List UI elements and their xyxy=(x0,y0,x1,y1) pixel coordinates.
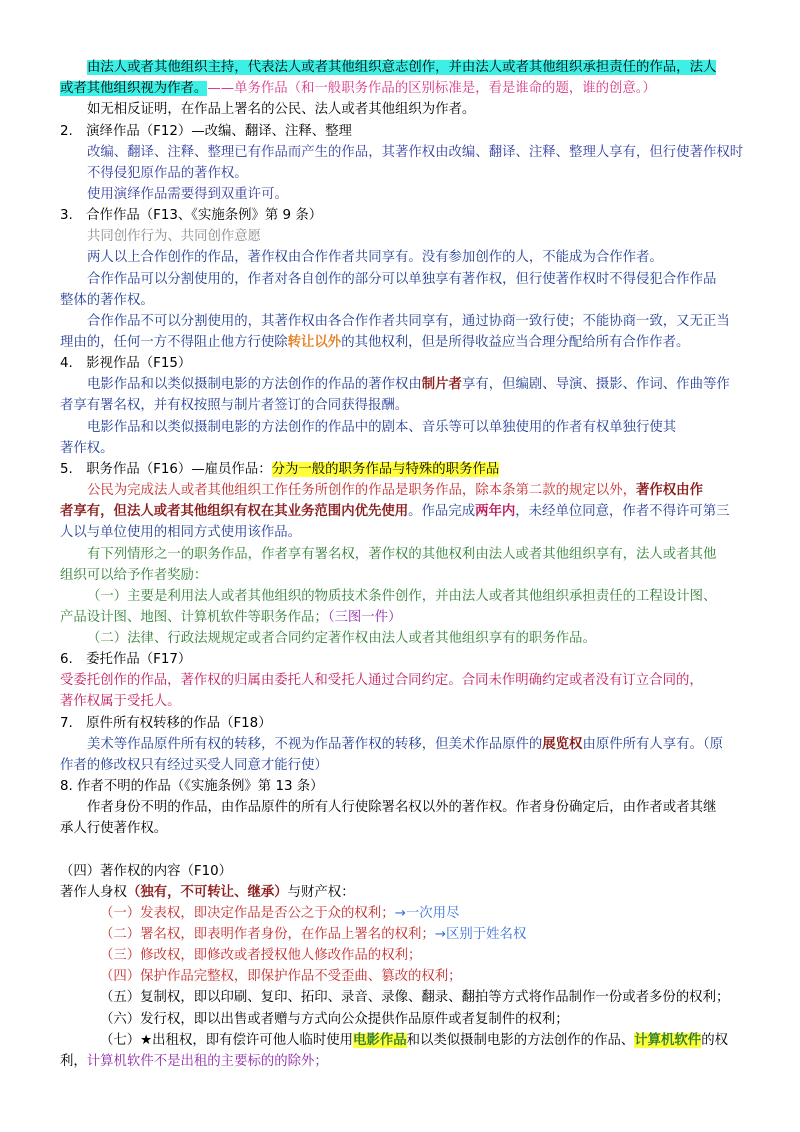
text-line: 作者身份不明的作品，由作品原件的所有人行使除署名权以外的著作权。作者身份确定后，由作者或者其继 xyxy=(87,800,717,815)
text-line: 或者其他组织视为作者。——单务作品（和一般职务作品的区别标准是，看是谁命的题，谁的创意。） xyxy=(60,81,656,96)
list-item: （二）署名权，即表明作者身份，在作品上署名的权利；→区别于姓名权 xyxy=(100,927,527,942)
section-heading: 2. 演绎作品（F12）—改编、翻译、注释、整理 xyxy=(60,124,352,139)
list-item: （一）发表权，即决定作品是否公之于众的权利；→一次用尽 xyxy=(100,906,460,921)
list-item: （五）复制权，即以印刷、复印、拓印、录音、录像、翻录、翻拍等方式将作品制作一份或者多份的权利； xyxy=(100,990,730,1005)
text-line: 电影作品和以类似摄制电影的方法创作的作品中的剧本、音乐等可以单独使用的作者有权单独行使其 xyxy=(87,420,677,435)
text-line: 著作权。 xyxy=(60,441,114,456)
section-heading: 8. 作者不明的作品（《实施条例》第 13 条） xyxy=(60,779,324,794)
text-line: 两人以上合作创作的作品，著作权由合作作者共同享有。没有参加创作的人，不能成为合作作者。 xyxy=(87,250,663,265)
text-line: 电影作品和以类似摄制电影的方法创作的作品的著作权由制片者享有，但编剧、导演、摄影、作词、作曲等作 xyxy=(87,377,730,392)
list-item: （六）发行权，即以出售或者赠与方式向公众提供作品原件或者复制件的权利； xyxy=(100,1012,569,1027)
section-heading: 6. 委托作品（F17） xyxy=(60,652,192,667)
text-line: （二）法律、行政法规规定或者合同约定著作权由法人或者其他组织享有的职务作品。 xyxy=(87,631,596,646)
section-heading: 4. 影视作品（F15） xyxy=(60,356,192,371)
text-line: 合作作品可以分割使用的，作者对各自创作的部分可以单独享有著作权，但行使著作权时不得侵犯合作作品 xyxy=(87,272,717,287)
text-line: 著作权属于受托人。 xyxy=(60,694,181,709)
list-item: （七）★出租权，即有偿许可他人临时使用电影作品和以类似摄制电影的方法创作的作品、计算机软件的权 xyxy=(100,1033,728,1048)
text-line: 如无相反证明，在作品上署名的公民、法人或者其他组织为作者。 xyxy=(87,102,476,117)
text-line: 美术等作品原件所有权的转移，不视为作品著作权的转移，但美术作品原件的展览权由原件所有人享有。（原 xyxy=(87,737,724,752)
text-line: 合作作品不可以分割使用的，其著作权由各合作作者共同享有，通过协商一致行使；不能协商一致，又无正当 xyxy=(87,314,730,329)
text-line: 改编、翻译、注释、整理已有作品而产生的作品，其著作权由改编、翻译、注释、整理人享有，但行使著作权时 xyxy=(87,145,744,160)
text-line: 使用演绎作品需要得到双重许可。 xyxy=(87,187,288,202)
section-heading: 3. 合作作品（F13、《实施条例》第 9 条） xyxy=(60,208,323,223)
text-line: 承人行使著作权。 xyxy=(60,821,168,836)
text-line: 理由的，任何一方不得阻止他方行使除转让以外的其他权利，但是所得收益应当合理分配给所有合作作者。 xyxy=(60,335,690,350)
section-heading: 7. 原件所有权转移的作品（F18） xyxy=(60,716,272,731)
text-line: 共同创作行为、共同创作意愿 xyxy=(87,229,262,244)
list-item: （四）保护作品完整权，即保护作品不受歪曲、篡改的权利； xyxy=(100,969,462,984)
text-line: 受委托创作的作品，著作权的归属由委托人和受托人通过合同约定。合同未作明确约定或者没有订立合同的， xyxy=(60,673,703,688)
section-heading: 5. 职务作品（F16）—雇员作品：分为一般的职务作品与特殊的职务作品 xyxy=(60,462,500,477)
text-line: 人以与单位使用的相同方式使用该作品。 xyxy=(60,525,302,540)
section-heading: （四）著作权的内容（F10） xyxy=(60,864,233,879)
text-line: 整体的著作权。 xyxy=(60,293,154,308)
text-line: 由法人或者其他组织主持，代表法人或者其他组织意志创作，并由法人或者其他组织承担责任的作品，法人 xyxy=(87,60,717,75)
text-line: 者享有，但法人或者其他组织有权在其业务范围内优先使用。作品完成两年内，未经单位同意，作者不得许可第三 xyxy=(60,504,730,519)
text-line: 公民为完成法人或者其他组织工作任务所创作的作品是职务作品，除本条第二款的规定以外，著作权由作 xyxy=(87,483,703,498)
text-line: 产品设计图、地图、计算机软件等职务作品；（三图一件） xyxy=(60,610,402,625)
text-line: 者享有署名权，并有权按照与制片者签订的合同获得报酬。 xyxy=(60,398,409,413)
text-line: 作者的修改权只有经过买受人同意才能行使） xyxy=(60,758,328,773)
text-line: （一）主要是利用法人或者其他组织的物质技术条件创作，并由法人或者其他组织承担责任的工程设计图、 xyxy=(87,589,717,604)
list-item: （三）修改权，即修改或者授权他人修改作品的权利； xyxy=(100,948,422,963)
text-line: 组织可以给予作者奖励： xyxy=(60,568,208,583)
list-item: 利，计算机软件不是出租的主要标的的除外； xyxy=(60,1054,328,1069)
text-line: 不得侵犯原作品的著作权。 xyxy=(87,166,248,181)
text-line: 著作人身权（独有，不可转让、继承）与财产权： xyxy=(60,885,355,900)
text-line: 有下列情形之一的职务作品，作者享有署名权，著作权的其他权利由法人或者其他组织享有，法人或者其他 xyxy=(87,547,717,562)
